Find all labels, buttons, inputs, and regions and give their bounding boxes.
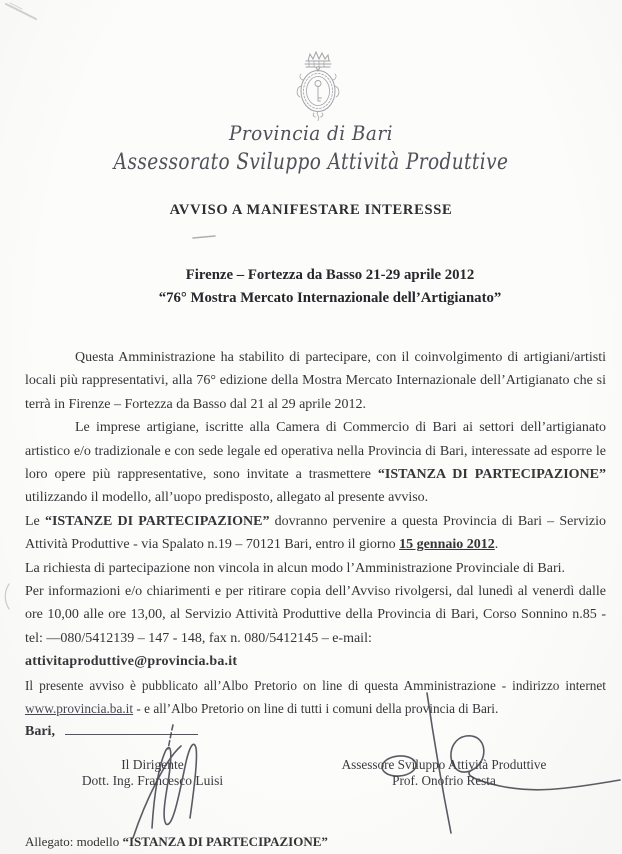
contacts-text: Per informazioni e/o chiarimenti e per ritirare copia dell’Avviso rivolgersi, dal lunedì al venerdì dalle ore 10,00 alle ore 13,00, al Servizio Attività Produttive della Provincia di Bari, Corso Sonnino n.85 - tel: ―080/5412139 – 147 - 148, fax n. 080/5412145 – e-mail: (25, 584, 606, 646)
istanza-bold: “ISTANZA DI PARTECIPAZIONE” (377, 467, 606, 483)
event-heading (0, 264, 622, 310)
paragraph-contacts (25, 580, 606, 674)
heraldic-crest-icon (291, 50, 345, 124)
publication-tail: - e all’Albo Pretorio on line di tutti i comuni della provincia di Bari. (133, 700, 499, 716)
signer-name: Dott. Ing. Francesco Luisi (81, 772, 224, 788)
paragraph-invitation-text: Le imprese artigiane, iscritte alla Camera di Commercio di Bari ai settori dell’artigianato artistico e/o tradizionale e con sede legale ed operativa nella Provincia di Bari, interessate ad esporre le loro opere più rappresentative, sono invitate a trasmettere (25, 420, 606, 483)
event-line-venue-dates: Firenze – Fortezza da Basso 21-29 aprile 2012 (185, 267, 475, 283)
place-label: Bari, (25, 723, 55, 739)
date-blank-line (65, 721, 198, 735)
paragraph-invitation-tail: utilizzando il modello, all’uopo predisposto, allegato al presente avviso. (25, 490, 429, 506)
corner-scratch-artifact (6, 4, 36, 19)
org-name-script: Provincia di Bari (229, 121, 393, 145)
place-date-row (25, 720, 606, 743)
deadline-mid: dovranno pervenire a questa Provincia di Bari – Servizio Attività Produttive - via Spalato n.19 – 70121 Bari, entro il giorno (25, 513, 606, 553)
event-line-exhibition-name: “76° Mostra Mercato Internazionale dell’Artigianato” (158, 290, 502, 306)
attachment-prefix: Allegato: modello (25, 834, 123, 849)
signer-role: Il Dirigente (121, 757, 184, 772)
paragraph-participation: Questa Amministrazione ha stabilito di partecipare, con il coinvolgimento di artigiani/artisti locali più rappresentativi, alla 76° edizione della Mostra Mercato Internazionale dell’Artigianato che si terrà in Firenze – Fortezza da Basso dal 21 al 29 aprile 2012. (25, 350, 606, 412)
signer-role: Assessore Sviluppo Attività Produttive (341, 757, 547, 772)
paragraph-no-obligation: La richiesta di partecipazione non vincola in alcun modo l’Amministrazione Provinciale di Bari. (25, 560, 565, 576)
attachment-title: “ISTANZA DI PARTECIPAZIONE” (122, 834, 328, 849)
signer-name: Prof. Onofrio Resta (392, 772, 496, 788)
istanze-bold: “ISTANZE DI PARTECIPAZIONE” (44, 513, 270, 529)
paragraph-invitation (25, 416, 606, 510)
publication-text: Il presente avviso è pubblicato all’Albo Pretorio on line di questa Amministrazione - indirizzo internet (25, 677, 606, 693)
paragraph-publication (25, 674, 606, 720)
title-dash-artifact (193, 236, 215, 238)
org-department-script: Assessorato Sviluppo Attività Produttive (113, 150, 509, 175)
document-body (25, 346, 606, 743)
signature-block-dirigente (40, 757, 265, 788)
deadline-lead: Le (25, 513, 45, 529)
deadline-period: . (494, 537, 499, 553)
margin-mark-artifact (5, 584, 9, 609)
attachment-note (25, 834, 328, 850)
paragraph-deadline (25, 510, 606, 557)
deadline-date: 15 gennaio 2012 (399, 537, 495, 553)
website-link: www.provincia.ba.it (25, 700, 134, 716)
contact-email: attivitaproduttive@provincia.ba.it (25, 654, 238, 670)
notice-title: AVVISO A MANIFESTARE INTERESSE (169, 202, 453, 218)
signature-block-assessore (322, 757, 566, 788)
